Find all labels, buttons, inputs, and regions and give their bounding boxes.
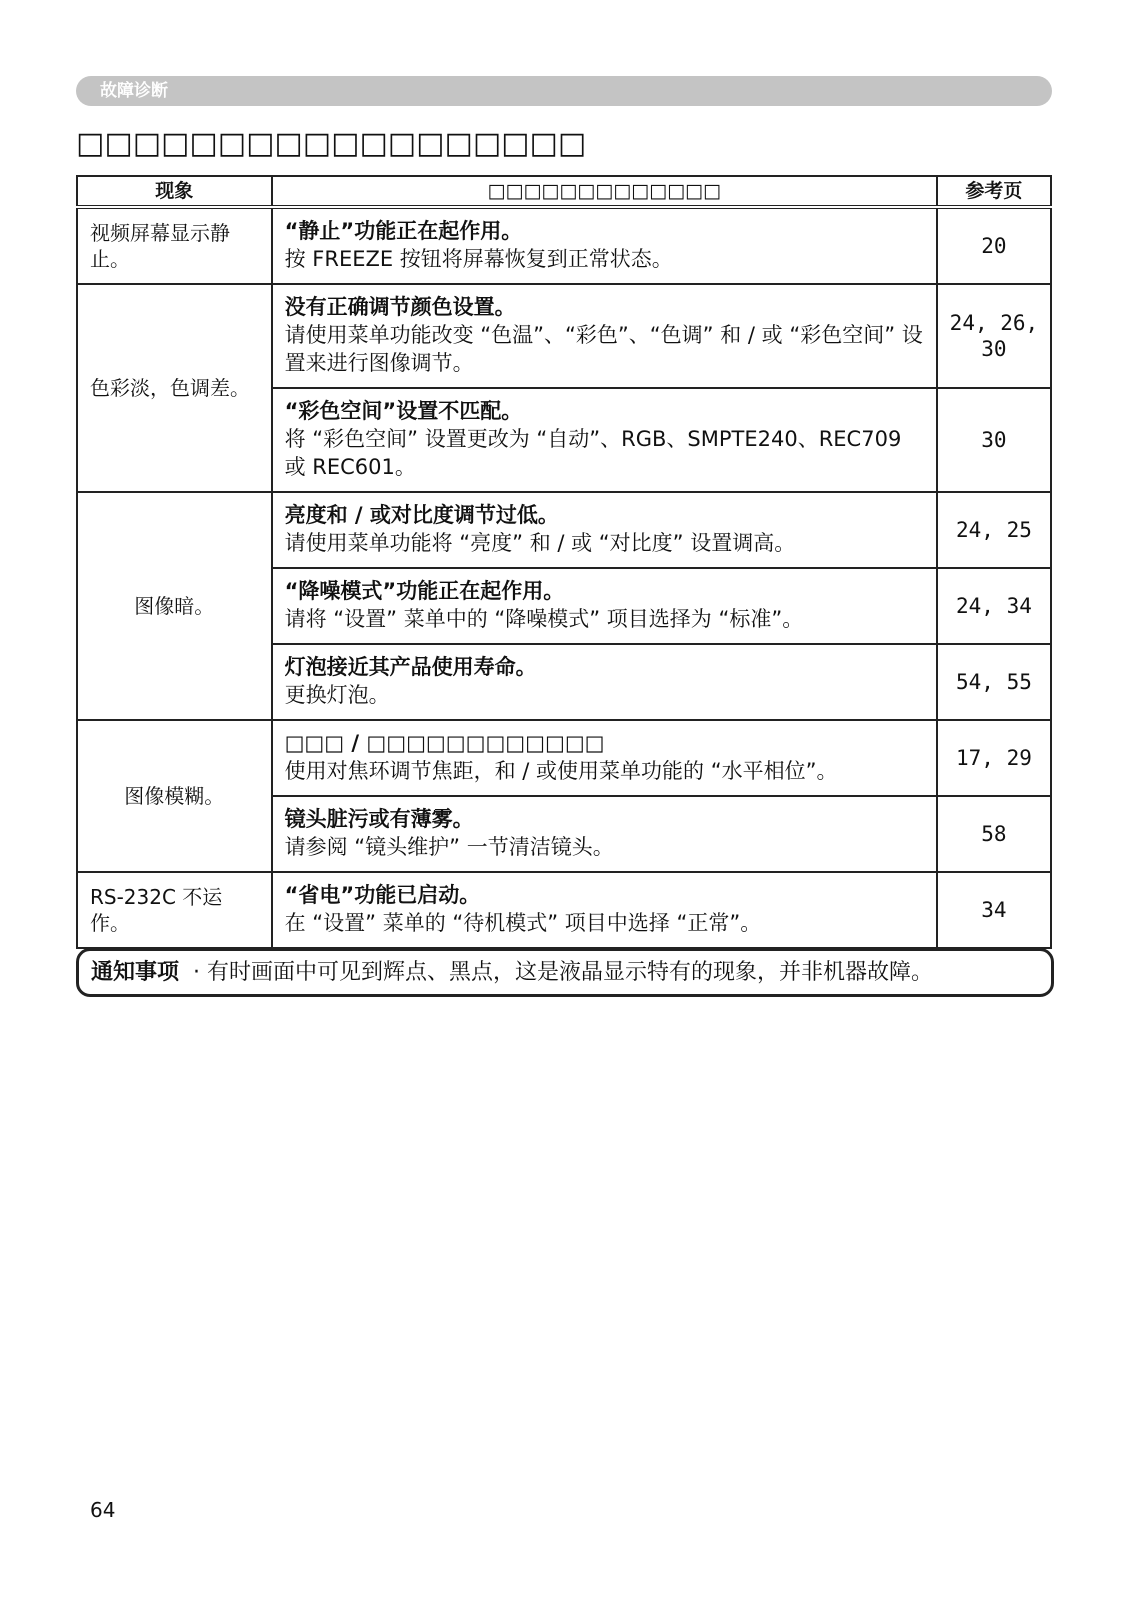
table-row [77,284,1051,388]
remedy-text: 更换灯泡。 [284,683,390,707]
remedy-text: 请参阅 “镜头维护” 一节清洁镜头。 [284,835,614,859]
page-heading: □□□□□□□□□□□□□□□□□□ [76,126,587,161]
notice-box [76,948,1054,997]
reference-pages: 24, 26, 30 [937,284,1051,388]
symptom-cell: 图像模糊。 [77,720,272,872]
cause-cell [272,796,937,872]
cause-cell [272,207,937,284]
cause-title: “静止”功能正在起作用。 [284,219,523,243]
cause-title: □□□ / □□□□□□□□□□□□ [284,731,605,755]
cause-cell [272,492,937,568]
reference-pages: 54, 55 [937,644,1051,720]
symptom-cell: 色彩淡，色调差。 [77,284,272,492]
symptom-cell: RS-232C 不运作。 [77,872,272,948]
table-row [77,872,1051,948]
troubleshooting-table [76,175,1052,949]
cause-cell [272,568,937,644]
cause-cell [272,720,937,796]
cause-title: 灯泡接近其产品使用寿命。 [284,655,537,679]
header-cause: □□□□□□□□□□□□□ [272,176,937,207]
cause-cell [272,388,937,492]
header-pages: 参考页 [937,176,1051,207]
cause-title: “省电”功能已启动。 [284,883,481,907]
cause-cell [272,644,937,720]
reference-pages: 17, 29 [937,720,1051,796]
reference-pages: 58 [937,796,1051,872]
reference-pages: 34 [937,872,1051,948]
symptom-cell: 视频屏幕显示静止。 [77,207,272,284]
cause-title: 镜头脏污或有薄雾。 [284,807,474,831]
symptom-cell: 图像暗。 [77,492,272,720]
section-bar [76,76,1052,106]
table-row [77,492,1051,568]
cause-title: “降噪模式”功能正在起作用。 [284,579,565,603]
table-header-row [77,176,1051,207]
cause-title: 亮度和 / 或对比度调节过低。 [284,503,559,527]
notice-text: · 有时画面中可见到辉点、黑点，这是液晶显示特有的现象，并非机器故障。 [193,960,934,985]
reference-pages: 30 [937,388,1051,492]
page-number: 64 [90,1498,116,1522]
header-symptom: 现象 [77,176,272,207]
table-row [77,207,1051,284]
reference-pages: 24, 34 [937,568,1051,644]
remedy-text: 请使用菜单功能将 “亮度” 和 / 或 “对比度” 设置调高。 [284,531,796,555]
remedy-text: 将 “彩色空间” 设置更改为 “自动”、RGB、SMPTE240、REC709 或 REC601。 [284,427,902,479]
remedy-text: 在 “设置” 菜单的 “待机模式” 项目中选择 “正常”。 [284,911,762,935]
cause-cell [272,284,937,388]
cause-title: “彩色空间”设置不匹配。 [284,399,523,423]
table-row [77,720,1051,796]
cause-title: 没有正确调节颜色设置。 [284,295,516,319]
section-label: 故障诊断 [100,81,168,101]
reference-pages: 20 [937,207,1051,284]
remedy-text: 按 FREEZE 按钮将屏幕恢复到正常状态。 [284,247,673,271]
remedy-text: 使用对焦环调节焦距，和 / 或使用菜单功能的 “水平相位”。 [284,759,838,783]
notice-label: 通知事项 [91,960,180,985]
remedy-text: 请使用菜单功能改变 “色温”、“彩色”、“色调” 和 / 或 “彩色空间” 设置来进行图像调节。 [284,323,923,375]
cause-cell [272,872,937,948]
remedy-text: 请将 “设置” 菜单中的 “降噪模式” 项目选择为 “标准”。 [284,607,804,631]
reference-pages: 24, 25 [937,492,1051,568]
